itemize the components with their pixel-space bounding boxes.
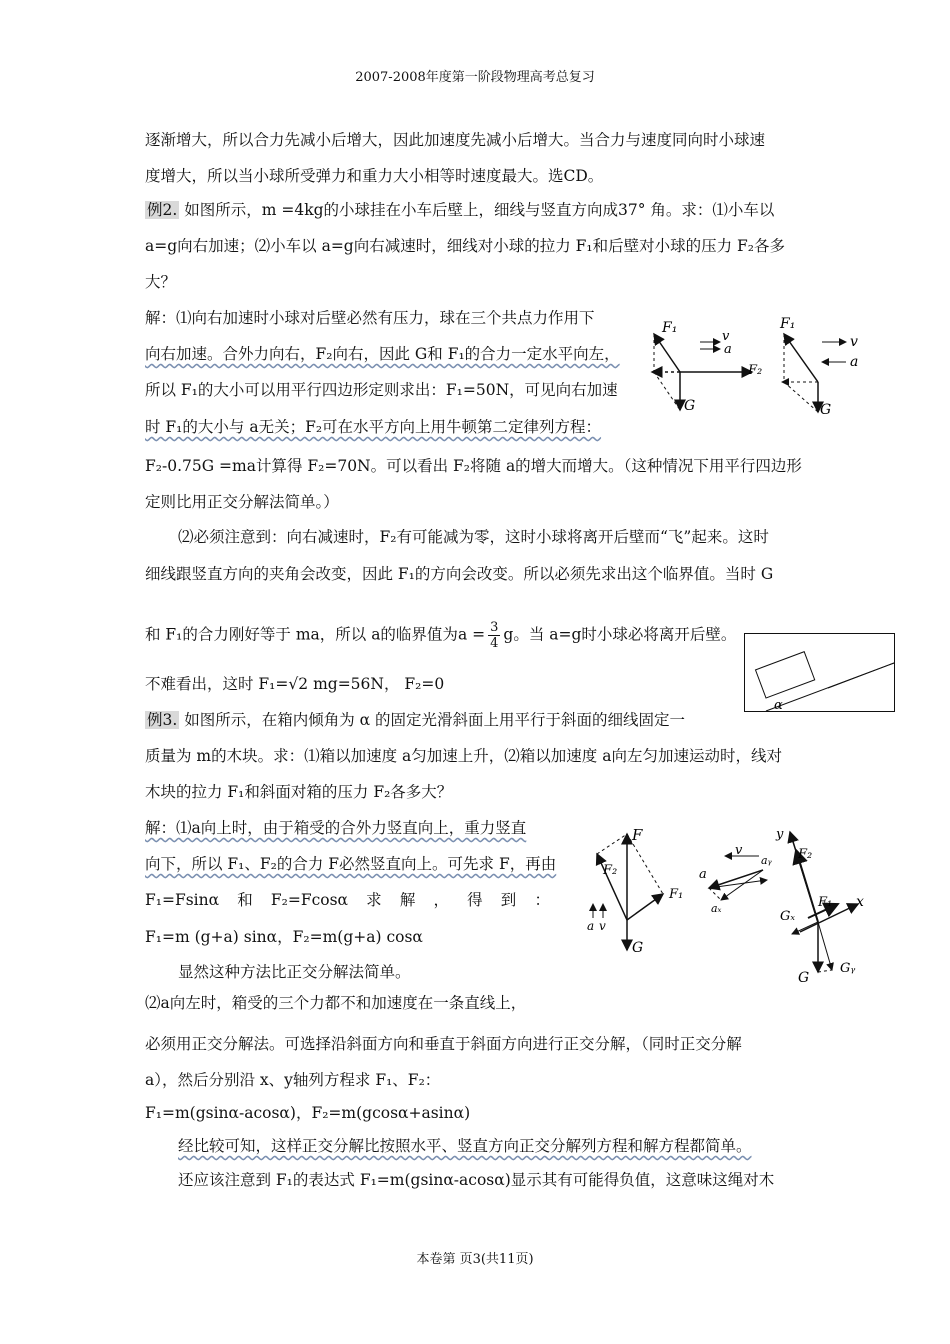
label-F2: F₂ — [798, 847, 813, 862]
force-diagram-vertical — [585, 822, 700, 957]
label-v: v — [735, 843, 743, 858]
label-F1: F₁ — [780, 316, 796, 332]
word: ， — [433, 891, 449, 909]
text-line: 向右加速。合外力向右，F₂向右，因此 G和 F₁的合力一定水平向左， — [145, 345, 620, 363]
formula: F₁=Fsinα — [145, 891, 220, 909]
example-3-line — [145, 710, 685, 730]
text-line: 解：⑴向右加速时小球对后壁必然有压力，球在三个共点力作用下 — [145, 309, 595, 327]
label-F1: F₁ — [818, 895, 833, 910]
text-line: a），然后分别沿 x、y轴列方程求 F₁、F₂： — [145, 1071, 441, 1089]
text-line: 细线跟竖直方向的夹角会改变，因此 F₁的方向会改变。所以必须先求出这个临界值。当时 G — [145, 565, 774, 583]
label-a: a — [850, 354, 859, 370]
label-G: G — [684, 398, 696, 414]
label-G: G — [632, 940, 644, 956]
label-alpha: α — [774, 698, 783, 713]
text-line: 逐渐增大，所以合力先减小后增大，因此加速度先减小后增大。当合力与速度同向时小球速 — [145, 131, 766, 149]
fraction-numerator: 3 — [490, 620, 499, 635]
text-line: ⑵a向左时，箱受的三个力都不和加速度在一条直线上， — [145, 994, 527, 1012]
label-Gx: Gₓ — [780, 909, 795, 924]
label-G: G — [820, 402, 832, 418]
formula-lhs: a = — [457, 625, 486, 644]
label-x: x — [856, 894, 864, 910]
critical-value-line — [145, 620, 736, 651]
text-line: F₁=m (g+a) sinα，F₂=m(g+a) cosα — [145, 928, 423, 946]
fraction — [488, 620, 500, 651]
example-tag: 例2. — [147, 201, 178, 219]
label-v: v — [722, 329, 730, 344]
formula-g: g — [503, 625, 514, 644]
text-line: a=g向右加速；⑵小车以 a=g向右减速时，细线对小球的拉力 F₁和后壁对小球的压力 F₂各多 — [145, 237, 786, 255]
text-line: 如图所示，在箱内倾角为 α 的固定光滑斜面上用平行于斜面的细线固定一 — [179, 711, 686, 729]
word: ： — [534, 891, 550, 909]
text-line: 向下，所以 F₁、F₂的合力 F必然竖直向上。可先求 F，再由 — [145, 855, 557, 873]
label-F2: F₂ — [603, 863, 618, 878]
text-line: 如图所示，m =4kg的小球挂在小车后壁上，细线与竖直方向成37° 角。求：⑴小车以 — [179, 201, 775, 219]
example-tag: 例3. — [147, 711, 178, 729]
sqrt-symbol: √2 — [288, 675, 309, 693]
text-segment: 。当 a=g时小球必将离开后壁。 — [513, 625, 737, 644]
label-F1: F₁ — [662, 320, 678, 336]
text-line: ⑵必须注意到：向右减速时，F₂有可能减为零，这时小球将离开后壁而“飞”起来。这时 — [178, 528, 769, 546]
text-line: 显然这种方法比正交分解法简单。 — [178, 963, 411, 981]
text-line: 度增大，所以当小球所受弹力和重力大小相等时速度最大。选CD。 — [145, 167, 604, 185]
text-line: 所以 F₁的大小可以用平行四边形定则求出：F₁=50N，可见向右加速 — [145, 381, 618, 399]
label-F2: F₂ — [748, 363, 763, 378]
text-line: 定则比用正交分解法简单。） — [145, 493, 339, 511]
text-line: 经比较可知，这样正交分解比按照水平、竖直方向正交分解列方程和解方程都简单。 — [178, 1137, 752, 1155]
label-v: v — [599, 919, 606, 933]
text-line: 还应该注意到 F₁的表达式 F₁=m(gsinα-acosα)显示其有可能得负值，这意味这绳对木 — [178, 1171, 775, 1189]
text-line: 大？ — [145, 273, 177, 291]
label-a: a — [699, 867, 707, 882]
label-y: y — [776, 827, 784, 842]
text-line — [145, 674, 444, 694]
force-diagram-accelerating — [640, 312, 780, 422]
text-line: 时 F₁的大小与 a无关；F₂可在水平方向上用牛顿第二定律列方程： — [145, 418, 602, 436]
text-line: F₁=m(gsinα-acosα)，F₂=m(gcosα+asinα) — [145, 1104, 471, 1122]
justified-line — [145, 890, 550, 910]
text-line: 必须用正交分解法。可选择沿斜面方向和垂直于斜面方向进行正交分解，（同时正交分解 — [145, 1035, 742, 1053]
label-F: F — [632, 826, 643, 844]
text-segment: 不难看出，这时 F₁= — [145, 675, 289, 693]
word: 和 — [237, 891, 253, 909]
word: 到 — [500, 891, 517, 909]
text-line: 木块的拉力 F₁和斜面对箱的压力 F₂各多大？ — [145, 783, 453, 801]
text-line: F₂-0.75G =ma计算得 F₂=70N。可以看出 F₂将随 a的增大而增大。（这种情况下用平行四边形 — [145, 457, 802, 475]
text-segment: mg=56N， F₂=0 — [308, 675, 445, 693]
page-header: 2007-2008年度第一阶段物理高考总复习 — [355, 70, 595, 85]
word: 得 — [467, 891, 483, 909]
label-a: a — [587, 919, 595, 933]
label-ay: aᵧ — [761, 854, 772, 867]
text-line: 解：⑴a向上时，由于箱受的合外力竖直向上，重力竖直 — [145, 819, 527, 837]
force-diagram-decelerating — [770, 312, 870, 422]
text-line: 质量为 m的木块。求：⑴箱以加速度 a匀加速上升，⑵箱以加速度 a向左匀加速运动时，线对 — [145, 747, 782, 765]
incline-axes-decomposition — [770, 822, 870, 987]
text-segment: 和 F₁的合力刚好等于 ma，所以 a的临界值为 — [145, 625, 458, 644]
formula: F₂=Fcosα — [270, 891, 349, 909]
fraction-denominator: 4 — [490, 636, 499, 651]
label-v: v — [850, 334, 858, 350]
word: 求 — [366, 891, 382, 909]
label-F1: F₁ — [669, 887, 684, 902]
label-Gy: Gᵧ — [840, 961, 856, 976]
example-2-line — [145, 200, 774, 220]
label-G: G — [798, 970, 810, 986]
label-a: a — [724, 342, 732, 357]
word: 解 — [399, 891, 416, 909]
label-ax: aₓ — [711, 902, 722, 915]
page-footer: 本卷第 页3(共11页) — [416, 1252, 534, 1267]
incline-box-figure — [744, 633, 896, 713]
